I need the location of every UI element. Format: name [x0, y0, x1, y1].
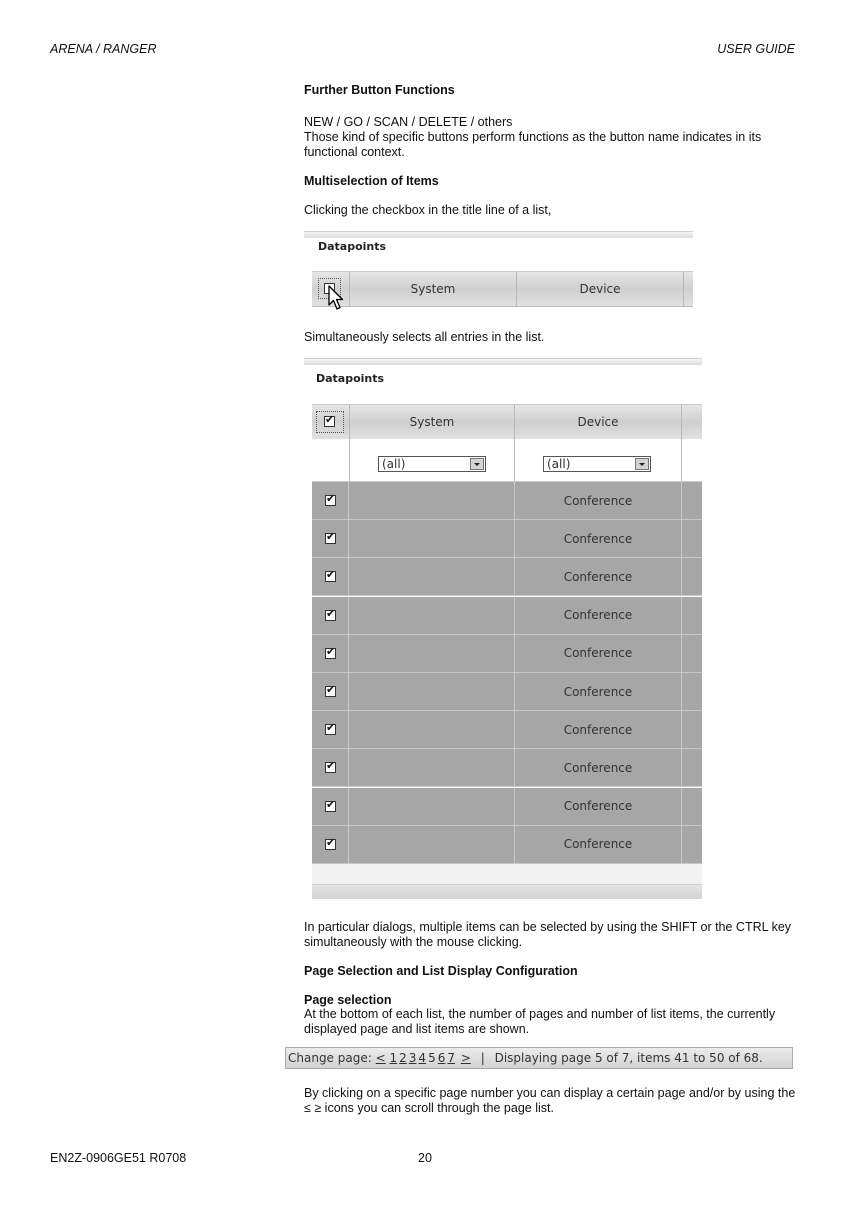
- page-number: 20: [418, 1151, 432, 1165]
- list-footer-row: [312, 864, 702, 885]
- row-checkbox-cell: [312, 558, 349, 595]
- table-row[interactable]: [312, 558, 702, 596]
- column-separator: [681, 405, 682, 439]
- list-title-row: [312, 271, 693, 307]
- multiselection-result: Simultaneously selects all entries in the list.: [304, 330, 545, 344]
- device-cell: Conference: [563, 760, 633, 775]
- multiselection-intro: Clicking the checkbox in the title line of a list,: [304, 203, 552, 217]
- table-row[interactable]: [312, 749, 702, 787]
- pager-separator: |: [480, 1051, 485, 1065]
- column-header-system[interactable]: System: [410, 282, 456, 296]
- check-icon: ✔: [326, 835, 336, 849]
- page-link[interactable]: 4: [418, 1051, 427, 1065]
- row-checkbox-cell: [312, 673, 349, 710]
- page-link[interactable]: 6: [437, 1051, 446, 1065]
- row-checkbox-cell: [312, 597, 349, 634]
- device-cell: Conference: [563, 531, 633, 546]
- further-buttons-description: Those kind of specific buttons perform functions as the button name indicates in its functional context.: [304, 130, 762, 159]
- row-checkbox-cell: [312, 711, 349, 748]
- datapoints-header-screenshot: [304, 231, 693, 315]
- column-header-device[interactable]: Device: [579, 282, 621, 296]
- mouse-pointer-icon: [328, 285, 344, 311]
- table-row[interactable]: [312, 635, 702, 673]
- page-selection-instructions: By clicking on a specific page number you can display a certain page and/or by using the ≤ ≥ icons you can scroll through the page list.: [304, 1086, 796, 1115]
- column-separator: [349, 439, 350, 481]
- device-cell: Conference: [563, 799, 633, 814]
- dropdown-arrow-icon: [635, 458, 649, 470]
- row-checkbox[interactable]: [325, 835, 336, 850]
- table-row[interactable]: [312, 673, 702, 711]
- row-checkbox-cell: [312, 482, 349, 519]
- column-header-device[interactable]: Device: [577, 415, 619, 429]
- column-separator: [681, 482, 682, 519]
- table-row[interactable]: [312, 711, 702, 749]
- check-icon: ✔: [326, 721, 336, 735]
- page-selection-description: At the bottom of each list, the number of pages and number of list items, the currently displayed page and list items are shown.: [304, 1007, 776, 1036]
- check-icon: ✔: [326, 759, 336, 773]
- page-link[interactable]: 7: [447, 1051, 455, 1065]
- select-all-checkbox[interactable]: [324, 413, 335, 427]
- previous-page-link[interactable]: <: [375, 1051, 386, 1065]
- row-checkbox[interactable]: [325, 568, 336, 582]
- dropdown-arrow-icon: [470, 458, 484, 470]
- column-separator: [681, 558, 682, 595]
- check-icon: ✔: [326, 644, 336, 658]
- column-separator: [681, 439, 682, 481]
- page-link[interactable]: 2: [399, 1051, 407, 1065]
- row-checkbox-cell: [312, 635, 349, 672]
- row-checkbox-cell: [312, 749, 349, 786]
- device-cell: Conference: [563, 722, 633, 737]
- check-icon: ✔: [326, 683, 336, 696]
- check-icon: ✔: [326, 568, 336, 582]
- device-cell: Conference: [563, 569, 633, 584]
- device-cell: Conference: [563, 608, 633, 623]
- row-checkbox[interactable]: [325, 644, 336, 659]
- page-navigation-bar: [285, 1047, 793, 1069]
- running-header-left: ARENA / RANGER: [50, 42, 157, 56]
- row-checkbox[interactable]: [325, 492, 336, 506]
- row-checkbox[interactable]: [325, 797, 336, 812]
- check-icon: ✔: [326, 797, 336, 811]
- device-cell: Conference: [563, 646, 633, 661]
- device-cell: Conference: [563, 684, 633, 699]
- page-number-links: [390, 1051, 457, 1065]
- table-row[interactable]: [312, 520, 702, 558]
- section-title-multiselection: Multiselection of Items: [304, 174, 439, 188]
- device-cell: Conference: [563, 837, 633, 852]
- column-separator: [681, 749, 682, 786]
- column-separator: [683, 272, 684, 306]
- list-bottom-bar: [312, 885, 702, 899]
- filter-row: [312, 439, 702, 482]
- row-checkbox[interactable]: [325, 530, 336, 544]
- page-status-text: Displaying page 5 of 7, items 41 to 50 of 68.: [494, 1051, 763, 1065]
- check-icon: ✔: [326, 492, 336, 505]
- further-buttons-list: NEW / GO / SCAN / DELETE / others: [304, 115, 513, 129]
- column-separator: [681, 635, 682, 672]
- table-row[interactable]: [312, 788, 702, 826]
- panel-title: Datapoints: [318, 240, 387, 253]
- column-separator: [514, 439, 515, 481]
- column-separator: [681, 520, 682, 557]
- column-separator: [681, 673, 682, 710]
- document-id: EN2Z-0906GE51 R0708: [50, 1151, 187, 1165]
- panel-top-bar: [304, 231, 693, 238]
- change-page-label: Change page:: [288, 1051, 372, 1065]
- column-separator: [681, 711, 682, 748]
- column-separator: [681, 788, 682, 825]
- page-link[interactable]: 3: [408, 1051, 417, 1065]
- section-title-page-selection: Page Selection and List Display Configuration: [304, 964, 578, 978]
- page-link[interactable]: 1: [389, 1051, 398, 1065]
- check-icon: ✔: [326, 530, 336, 544]
- column-separator: [681, 597, 682, 634]
- table-row[interactable]: [312, 826, 702, 864]
- column-header-system[interactable]: System: [409, 415, 455, 429]
- datapoints-all-selected-screenshot: [304, 358, 702, 903]
- row-checkbox[interactable]: [325, 759, 336, 773]
- table-row[interactable]: [312, 597, 702, 635]
- row-checkbox[interactable]: [325, 683, 336, 697]
- section-title-further-buttons: Further Button Functions: [304, 83, 455, 97]
- check-icon: ✔: [325, 413, 335, 426]
- running-header-right: USER GUIDE: [717, 42, 795, 56]
- current-page-number: 5: [428, 1051, 436, 1065]
- panel-top-bar: [304, 358, 702, 365]
- panel-title: Datapoints: [316, 372, 385, 385]
- row-checkbox-cell: [312, 520, 349, 557]
- device-cell: Conference: [563, 493, 633, 508]
- column-separator: [681, 826, 682, 863]
- row-checkbox-cell: [312, 826, 349, 863]
- system-filter-select[interactable]: (all): [378, 456, 486, 472]
- subsection-title-page-selection: Page selection: [304, 993, 392, 1007]
- device-filter-select[interactable]: (all): [543, 456, 651, 472]
- check-icon: ✔: [326, 606, 336, 620]
- table-row[interactable]: [312, 482, 702, 520]
- row-checkbox[interactable]: [325, 721, 336, 735]
- next-page-link[interactable]: >: [460, 1051, 471, 1065]
- row-checkbox[interactable]: [325, 606, 336, 621]
- list-title-row: [312, 404, 702, 440]
- row-checkbox-cell: [312, 788, 349, 825]
- multiselection-note: In particular dialogs, multiple items can be selected by using the SHIFT or the CTRL key simultaneously with the mouse clicking.: [304, 920, 792, 949]
